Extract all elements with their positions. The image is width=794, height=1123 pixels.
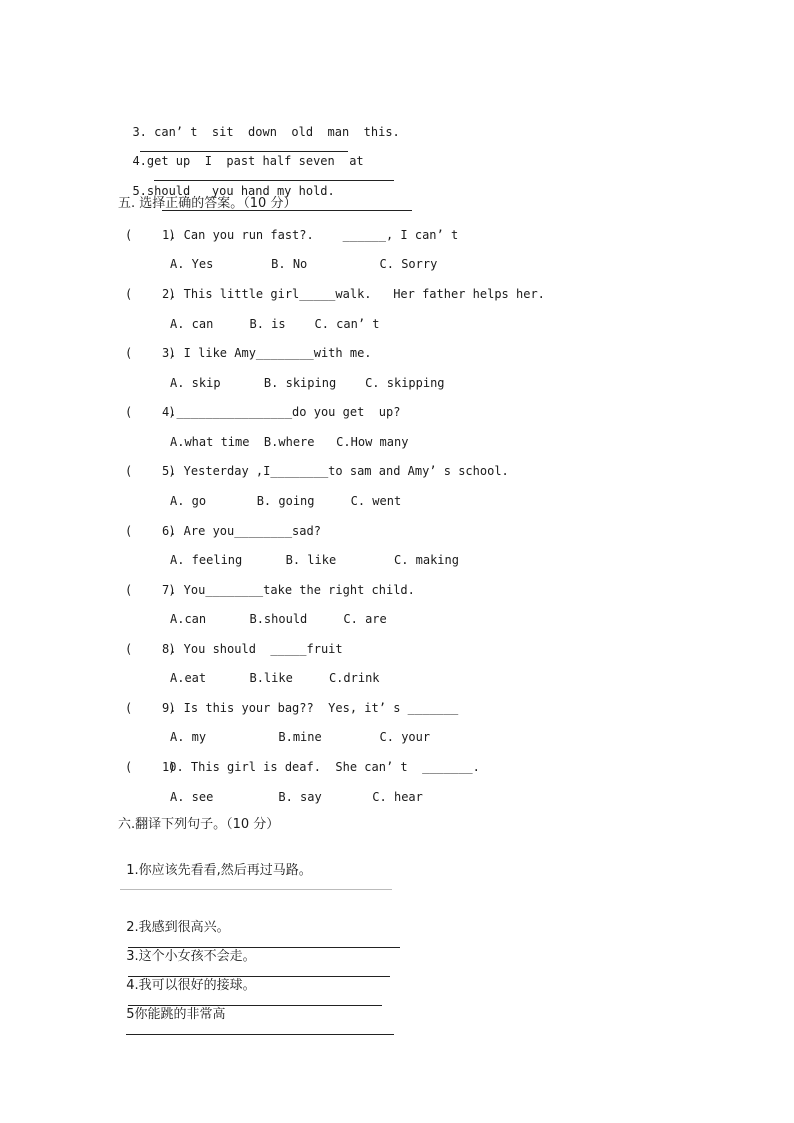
question-options: A. can B. is C. can’ t <box>170 317 380 331</box>
translate-item-text: 4.我可以很好的接球。 <box>126 978 256 993</box>
translate-item-text: 5你能跳的非常高 <box>126 1007 226 1022</box>
question-stem: 10. This girl is deaf. She can’ t _______. <box>162 760 480 774</box>
question-stem: 5. Yesterday ,I________to sam and Amy’ s school. <box>162 464 509 478</box>
question-stem: 4.________________do you get up? <box>162 405 401 419</box>
answer-paren[interactable]: ( ) <box>125 346 176 360</box>
question-options: A. feeling B. like C. making <box>170 553 459 567</box>
answer-paren[interactable]: ( ) <box>125 464 176 478</box>
question-options: A. go B. going C. went <box>170 494 402 508</box>
section6-heading: 六.翻译下列句子。（10 分） <box>118 817 280 832</box>
question-options: A. Yes B. No C. Sorry <box>170 257 438 271</box>
answer-paren[interactable]: ( ) <box>125 642 176 656</box>
question-stem: 6. Are you________sad? <box>162 524 321 538</box>
section5-heading: 五. 选择正确的答案。（10 分） <box>118 196 297 211</box>
translate-item-text: 3.这个小女孩不会走。 <box>126 949 256 964</box>
question-options: A. see B. say C. hear <box>170 790 423 804</box>
answer-paren[interactable]: ( ) <box>125 524 176 538</box>
question-stem: 9. Is this your bag?? Yes, it’ s _______ <box>162 701 459 715</box>
answer-line[interactable] <box>120 889 392 890</box>
translate-item-1 <box>118 847 312 879</box>
answer-paren[interactable]: ( ) <box>125 583 176 597</box>
answer-paren[interactable]: ( ) <box>125 701 176 715</box>
translate-item-5 <box>118 991 394 1040</box>
reorder-item-text: 4.get up I past half seven at <box>132 154 364 168</box>
answer-blank[interactable] <box>126 1023 394 1035</box>
question-options: A. my B.mine C. your <box>170 730 431 744</box>
answer-paren[interactable]: ( ) <box>125 228 176 242</box>
question-options: A.can B.should C. are <box>170 612 387 626</box>
question-options: A.what time B.where C.How many <box>170 435 409 449</box>
reorder-item-text: 3. can’ t sit down old man this. <box>132 125 400 139</box>
answer-paren[interactable]: ( ) <box>125 405 176 419</box>
question-stem: 3. I like Amy________with me. <box>162 346 372 360</box>
reorder-item-text: 5.should you hand my hold. <box>132 184 335 198</box>
question-stem: 1. Can you run fast?. ______, I can’ t <box>162 228 459 242</box>
question-stem: 7. You________take the right child. <box>162 583 415 597</box>
question-options: A.eat B.like C.drink <box>170 671 380 685</box>
translate-item-text: 2.我感到很高兴。 <box>126 920 230 935</box>
question-options: A. skip B. skiping C. skipping <box>170 376 445 390</box>
question-stem: 8. You should _____fruit <box>162 642 343 656</box>
question-stem: 2. This little girl_____walk. Her father helps her. <box>162 287 545 301</box>
answer-paren[interactable]: ( ) <box>125 760 176 774</box>
translate-item-text: 1.你应该先看看,然后再过马路。 <box>126 863 312 878</box>
answer-paren[interactable]: ( ) <box>125 287 176 301</box>
